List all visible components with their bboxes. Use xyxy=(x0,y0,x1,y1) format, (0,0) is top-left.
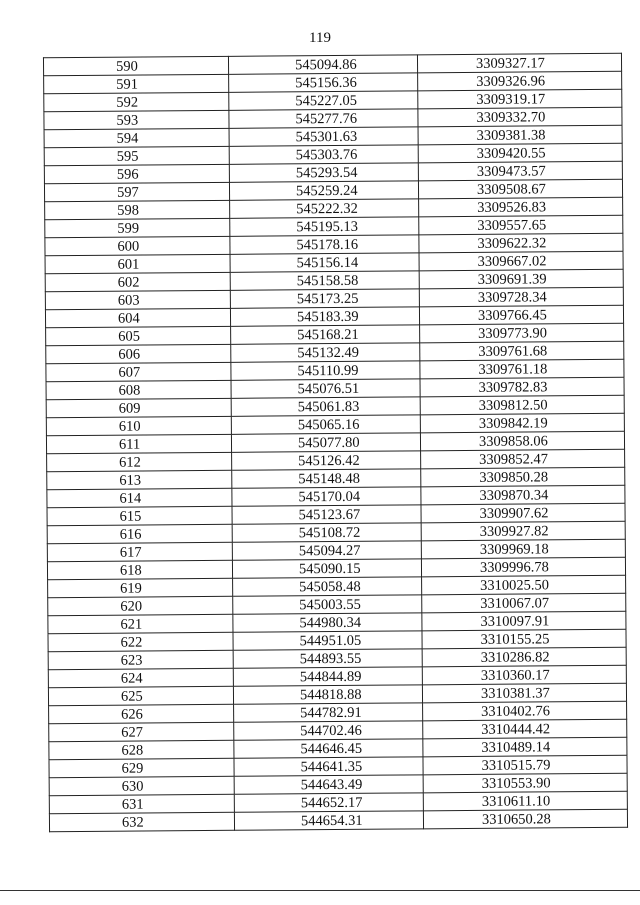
x-coordinate-cell: 545168.21 xyxy=(231,325,420,344)
page-number: 119 xyxy=(309,30,331,46)
x-coordinate-cell: 544654.31 xyxy=(234,811,423,830)
y-coordinate-cell: 3309782.83 xyxy=(420,377,624,397)
x-coordinate-cell: 545076.51 xyxy=(231,379,420,398)
point-number-cell: 626 xyxy=(49,704,234,723)
point-number-cell: 631 xyxy=(49,794,234,813)
x-coordinate-cell: 545061.83 xyxy=(231,397,420,416)
x-coordinate-cell: 545293.54 xyxy=(229,163,418,182)
y-coordinate-cell: 3309420.55 xyxy=(418,143,622,163)
y-coordinate-cell: 3309473.57 xyxy=(418,161,622,181)
y-coordinate-cell: 3309870.34 xyxy=(421,485,625,505)
point-number-cell: 610 xyxy=(46,416,231,435)
point-number-cell: 627 xyxy=(49,722,234,741)
y-coordinate-cell: 3310286.82 xyxy=(422,647,626,667)
point-number-cell: 608 xyxy=(46,380,231,399)
point-number-cell: 620 xyxy=(48,596,233,615)
point-number-cell: 611 xyxy=(46,434,231,453)
x-coordinate-cell: 544646.45 xyxy=(234,739,423,758)
point-number-cell: 590 xyxy=(43,56,228,75)
x-coordinate-cell: 544893.55 xyxy=(233,649,422,668)
point-number-cell: 619 xyxy=(48,578,233,597)
point-number-cell: 601 xyxy=(45,254,230,273)
point-number-cell: 598 xyxy=(45,200,230,219)
x-coordinate-cell: 545077.80 xyxy=(231,433,420,452)
coordinates-table xyxy=(43,53,628,833)
point-number-cell: 602 xyxy=(45,272,230,291)
x-coordinate-cell: 545132.49 xyxy=(231,343,420,362)
point-number-cell: 603 xyxy=(45,290,230,309)
point-number-cell: 614 xyxy=(47,488,232,507)
y-coordinate-cell: 3309969.18 xyxy=(421,539,625,559)
x-coordinate-cell: 545108.72 xyxy=(232,523,421,542)
y-coordinate-cell: 3309850.28 xyxy=(421,467,625,487)
x-coordinate-cell: 545259.24 xyxy=(229,181,418,200)
y-coordinate-cell: 3309907.62 xyxy=(421,503,625,523)
point-number-cell: 613 xyxy=(47,470,232,489)
x-coordinate-cell: 545195.13 xyxy=(230,217,419,236)
y-coordinate-cell: 3309332.70 xyxy=(418,107,622,127)
y-coordinate-cell: 3309728.34 xyxy=(419,287,623,307)
y-coordinate-cell: 3310611.10 xyxy=(423,791,627,811)
point-number-cell: 632 xyxy=(49,812,234,831)
x-coordinate-cell: 545158.58 xyxy=(230,271,419,290)
x-coordinate-cell: 544818.88 xyxy=(233,685,422,704)
x-coordinate-cell: 544652.17 xyxy=(234,793,423,812)
x-coordinate-cell: 545303.76 xyxy=(229,145,418,164)
x-coordinate-cell: 544980.34 xyxy=(233,613,422,632)
point-number-cell: 618 xyxy=(47,560,232,579)
y-coordinate-cell: 3309326.96 xyxy=(418,71,622,91)
point-number-cell: 592 xyxy=(44,92,229,111)
bottom-rule xyxy=(0,890,640,891)
y-coordinate-cell: 3309996.78 xyxy=(421,557,625,577)
y-coordinate-cell: 3309508.67 xyxy=(418,179,622,199)
y-coordinate-cell: 3309667.02 xyxy=(419,251,623,271)
y-coordinate-cell: 3310381.37 xyxy=(422,683,626,703)
y-coordinate-cell: 3309319.17 xyxy=(418,89,622,109)
point-number-cell: 596 xyxy=(44,164,229,183)
y-coordinate-cell: 3309761.18 xyxy=(420,359,624,379)
point-number-cell: 624 xyxy=(48,668,233,687)
x-coordinate-cell: 545065.16 xyxy=(231,415,420,434)
x-coordinate-cell: 545222.32 xyxy=(230,199,419,218)
x-coordinate-cell: 545126.42 xyxy=(232,451,421,470)
point-number-cell: 629 xyxy=(49,758,234,777)
x-coordinate-cell: 545156.36 xyxy=(229,73,418,92)
point-number-cell: 597 xyxy=(44,182,229,201)
y-coordinate-cell: 3309842.19 xyxy=(420,413,624,433)
point-number-cell: 623 xyxy=(48,650,233,669)
y-coordinate-cell: 3310097.91 xyxy=(422,611,626,631)
x-coordinate-cell: 545170.04 xyxy=(232,487,421,506)
y-coordinate-cell: 3309327.17 xyxy=(417,53,621,73)
x-coordinate-cell: 545277.76 xyxy=(229,109,418,128)
table-row xyxy=(49,809,627,832)
point-number-cell: 605 xyxy=(46,326,231,345)
y-coordinate-cell: 3310360.17 xyxy=(422,665,626,685)
x-coordinate-cell: 545156.14 xyxy=(230,253,419,272)
point-number-cell: 593 xyxy=(44,110,229,129)
y-coordinate-cell: 3309761.68 xyxy=(420,341,624,361)
point-number-cell: 622 xyxy=(48,632,233,651)
x-coordinate-cell: 544641.35 xyxy=(234,757,423,776)
point-number-cell: 621 xyxy=(48,614,233,633)
point-number-cell: 600 xyxy=(45,236,230,255)
y-coordinate-cell: 3310025.50 xyxy=(422,575,626,595)
x-coordinate-cell: 545090.15 xyxy=(232,559,421,578)
point-number-cell: 604 xyxy=(45,308,230,327)
y-coordinate-cell: 3310650.28 xyxy=(423,809,627,829)
point-number-cell: 609 xyxy=(46,398,231,417)
y-coordinate-cell: 3310444.42 xyxy=(423,719,627,739)
x-coordinate-cell: 545094.86 xyxy=(228,55,417,74)
y-coordinate-cell: 3309766.45 xyxy=(419,305,623,325)
point-number-cell: 616 xyxy=(47,524,232,543)
x-coordinate-cell: 545173.25 xyxy=(230,289,419,308)
x-coordinate-cell: 544702.46 xyxy=(234,721,423,740)
point-number-cell: 615 xyxy=(47,506,232,525)
y-coordinate-cell: 3309381.38 xyxy=(418,125,622,145)
y-coordinate-cell: 3310402.76 xyxy=(423,701,627,721)
point-number-cell: 599 xyxy=(45,218,230,237)
y-coordinate-cell: 3309852.47 xyxy=(421,449,625,469)
point-number-cell: 595 xyxy=(44,146,229,165)
point-number-cell: 612 xyxy=(47,452,232,471)
y-coordinate-cell: 3310553.90 xyxy=(423,773,627,793)
x-coordinate-cell: 545058.48 xyxy=(233,577,422,596)
x-coordinate-cell: 545094.27 xyxy=(232,541,421,560)
y-coordinate-cell: 3309812.50 xyxy=(420,395,624,415)
x-coordinate-cell: 545301.63 xyxy=(229,127,418,146)
point-number-cell: 594 xyxy=(44,128,229,147)
x-coordinate-cell: 544844.89 xyxy=(233,667,422,686)
x-coordinate-cell: 544643.49 xyxy=(234,775,423,794)
x-coordinate-cell: 545003.55 xyxy=(233,595,422,614)
point-number-cell: 630 xyxy=(49,776,234,795)
y-coordinate-cell: 3309858.06 xyxy=(420,431,624,451)
point-number-cell: 607 xyxy=(46,362,231,381)
point-number-cell: 625 xyxy=(48,686,233,705)
y-coordinate-cell: 3309773.90 xyxy=(420,323,624,343)
y-coordinate-cell: 3309526.83 xyxy=(419,197,623,217)
coordinates-table-body xyxy=(43,53,627,832)
y-coordinate-cell: 3310067.07 xyxy=(422,593,626,613)
x-coordinate-cell: 545227.05 xyxy=(229,91,418,110)
y-coordinate-cell: 3310155.25 xyxy=(422,629,626,649)
point-number-cell: 617 xyxy=(47,542,232,561)
y-coordinate-cell: 3310515.79 xyxy=(423,755,627,775)
y-coordinate-cell: 3309622.32 xyxy=(419,233,623,253)
x-coordinate-cell: 545178.16 xyxy=(230,235,419,254)
y-coordinate-cell: 3310489.14 xyxy=(423,737,627,757)
x-coordinate-cell: 545123.67 xyxy=(232,505,421,524)
x-coordinate-cell: 544951.05 xyxy=(233,631,422,650)
x-coordinate-cell: 545183.39 xyxy=(230,307,419,326)
y-coordinate-cell: 3309691.39 xyxy=(419,269,623,289)
point-number-cell: 606 xyxy=(46,344,231,363)
x-coordinate-cell: 545148.48 xyxy=(232,469,421,488)
x-coordinate-cell: 544782.91 xyxy=(234,703,423,722)
point-number-cell: 591 xyxy=(44,74,229,93)
y-coordinate-cell: 3309557.65 xyxy=(419,215,623,235)
point-number-cell: 628 xyxy=(49,740,234,759)
y-coordinate-cell: 3309927.82 xyxy=(421,521,625,541)
x-coordinate-cell: 545110.99 xyxy=(231,361,420,380)
